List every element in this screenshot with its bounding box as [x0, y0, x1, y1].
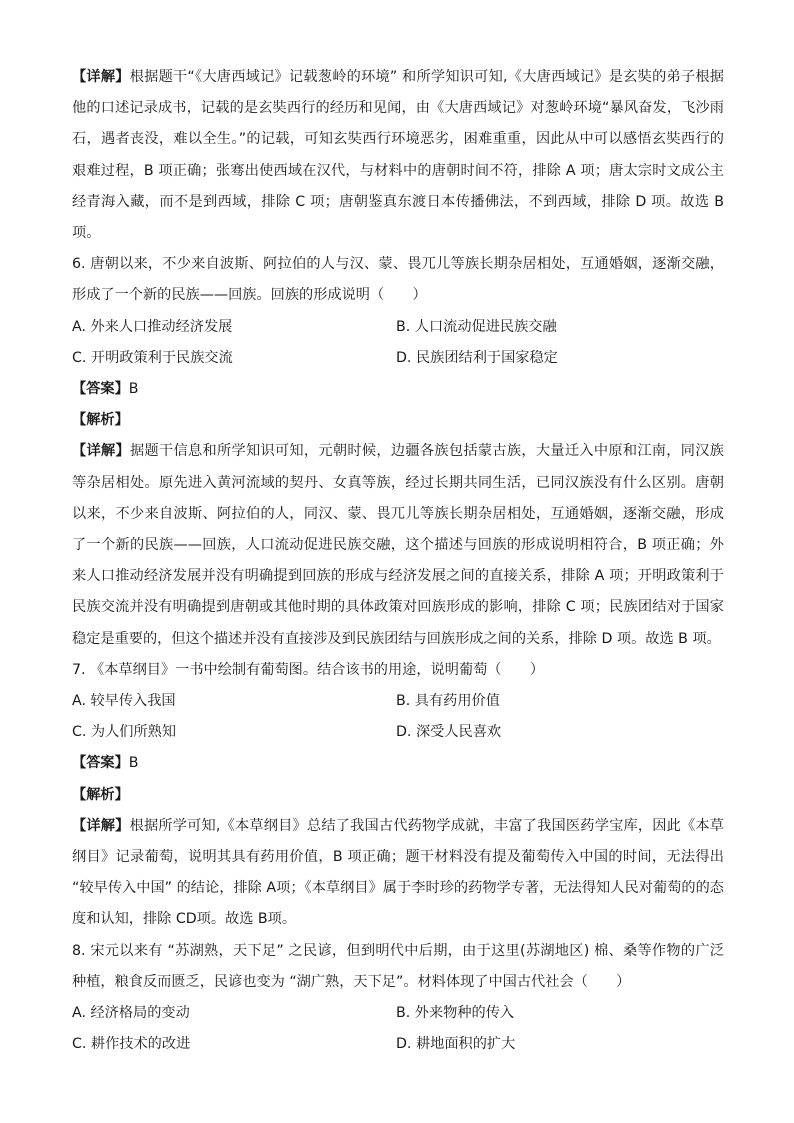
option-b: B. 人口流动促进民族交融: [396, 318, 557, 335]
document-page: [72, 62, 724, 1061]
answer-value: B: [128, 381, 139, 398]
question-6-stem: 6. 唐朝以来，不少来自波斯、阿拉伯的人与汉、蒙、畏兀儿等族长期杂居相处，互通婚姻，逐渐交融，形成了一个新的民族——回族。回族的形成说明（ ）: [72, 256, 724, 304]
question-7-stem: 7. 《本草纲目》一书中绘制有葡萄图。结合该书的用途，说明葡萄（ ）: [72, 661, 545, 678]
detail-tag: 【详解】: [72, 69, 130, 85]
question-6-analysis-heading: [72, 405, 724, 436]
detail-text: 据题干信息和所学知识可知，元朝时候，边疆各族包括蒙古族，大量迁入中原和江南，同汉族等杂居相处。原先进入黄河流域的契丹、女真等族，经过长期共同生活，已同汉族没有什么区别。唐朝以来，不少来自波斯、阿拉伯的人，同汉、蒙、畏兀儿等族长期杂居相处，互通婚姻，逐渐交融，形成了一个新的民族——回族，人口流动促进民族交融，这个描述与回族的形成说明相符合，B 项正确；外来人口推动经济发展并没有明确提到回族的形成与经济发展之间的直接关系，排除 A 项；开明政策利于民族交流并没有明确提到唐朝或其他时期的具体政策对回族形成的影响，排除 C 项；民族团结对于国家稳定是重要的，但这个描述并没有直接涉及到民族团结与回族形成之间的关系，排除 D 项。故选 B 项。: [72, 443, 724, 647]
option-a: A. 外来人口推动经济发展: [72, 318, 233, 335]
question-7-detail: [72, 811, 724, 936]
question-6-answer: [72, 374, 724, 405]
option-d: D. 深受人民喜欢: [396, 724, 502, 741]
option-d: D. 民族团结利于国家稳定: [396, 349, 558, 366]
question-6-options: [72, 312, 724, 374]
option-b: B. 具有药用价值: [396, 693, 500, 710]
detail-tag: 【详解】: [72, 443, 130, 460]
question-7-answer: [72, 748, 724, 779]
question-8-stem: 8. 宋元以来有 “苏湖熟，天下足” 之民谚，但到明代中后期，由于这里(苏湖地区) 棉、桑等作物的广泛种植，粮食反而匮乏，民谚也变为 “湖广熟，天下足”。材料体现了中国古代社会（ ）: [72, 942, 724, 990]
answer-tag: 【答案】: [72, 755, 129, 772]
question-6-detail: [72, 436, 724, 654]
analysis-tag: 【解析】: [72, 412, 129, 429]
detail-text: 根据题干“《大唐西域记》记载葱岭的环境” 和所学知识可知,《大唐西域记》是玄奘的弟子根据他的口述记录成书，记载的是玄奘西行的经历和见闻，由《大唐西域记》对葱岭环境“暴风奋发，飞沙雨石，遇者丧没，难以全生。”的记载，可知玄奘西行环境恶劣，困难重重，因此从中可以感悟玄奘西行的艰难过程，B 项正确；张骞出使西域在汉代，与材料中的唐朝时间不符，排除 A 项；唐太宗时文成公主经青海入藏，而不是到西域，排除 C 项；唐朝鉴真东渡日本传播佛法，不到西域，排除 D 项。故选 B 项。: [72, 69, 724, 242]
question-8-options: [72, 998, 724, 1060]
question-7-options: [72, 686, 724, 748]
q5-detail-paragraph: [72, 62, 724, 249]
analysis-tag: 【解析】: [72, 786, 129, 803]
option-d: D. 耕地面积的扩大: [396, 1036, 516, 1053]
detail-tag: 【详解】: [72, 817, 130, 834]
answer-value: B: [128, 755, 139, 772]
option-b: B. 外来物种的传入: [396, 1005, 515, 1022]
option-c: C. 开明政策利于民族交流: [72, 349, 233, 366]
option-c: C. 为人们所熟知: [72, 724, 177, 741]
answer-tag: 【答案】: [72, 381, 129, 398]
detail-text: 根据所学可知,《本草纲目》总结了我国古代药物学成就，丰富了我国医药学宝库，因此《本草纲目》记录葡萄，说明其具有药用价值，B 项正确；题干材料没有提及葡萄传入中国的时间，无法得出 “较早传入中国” 的结论，排除 A项；《本草纲目》属于李时珍的药物学专著，无法得知人民对葡萄的的态度和认知，排除 CD项。故选 B项。: [72, 817, 724, 928]
option-a: A. 较早传入我国: [72, 693, 176, 710]
question-7-analysis-heading: [72, 780, 724, 811]
option-a: A. 经济格局的变动: [72, 1005, 190, 1022]
option-c: C. 耕作技术的改进: [72, 1036, 191, 1053]
